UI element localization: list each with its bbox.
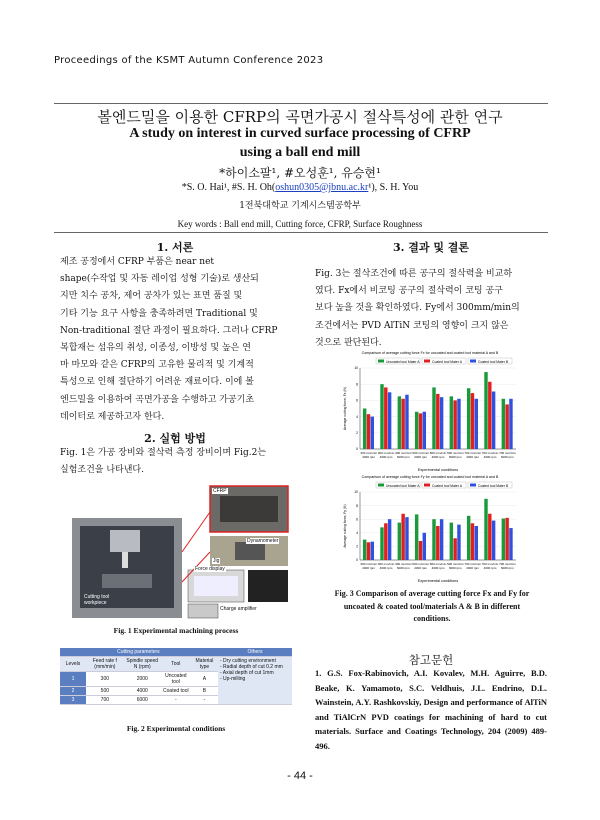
x-tick-label: 4000 rpm: [379, 455, 393, 459]
exp-paragraph: [60, 445, 292, 479]
bar-coated-a: [419, 413, 422, 449]
bar-uncoated-a: [380, 384, 383, 449]
bar-coated-a: [401, 514, 404, 560]
fig1-label-cfrp: CFRP: [213, 488, 227, 494]
x-tick-label: 300 mm/min: [360, 451, 377, 455]
cell: 500: [86, 687, 124, 696]
x-tick-label: 4000 rpm: [431, 566, 445, 570]
bar-coated-b: [423, 533, 426, 560]
title-korean: 볼엔드밀을 이용한 CFRP의 곡면가공시 절삭특성에 관한 연구: [97, 108, 503, 126]
y-tick-label: 10: [354, 490, 358, 495]
x-tick-label: 6000 rpm: [448, 455, 462, 459]
x-tick-label: 2000 rpm: [362, 566, 376, 570]
x-tick-label: 500 mm/min: [447, 451, 464, 455]
cell: A: [191, 672, 218, 687]
x-tick-label: 300 mm/min: [360, 562, 377, 566]
legend-swatch: [470, 484, 476, 487]
x-tick-label: 500 mm/min: [412, 451, 429, 455]
bar-coated-b: [475, 526, 478, 560]
legend-label: Uncoated tool Mater A: [386, 359, 420, 364]
result-line: 였다. Fx에서 비코팅 공구의 절삭력이 코팅 공구: [315, 286, 503, 297]
intro-line: 데이터로 제공하고자 한다.: [60, 411, 165, 422]
fig1-label-dynamometer: Dynamometer: [247, 538, 279, 544]
bar-coated-a: [419, 541, 422, 560]
other-item: - Dry cutting environment: [220, 658, 276, 664]
x-tick-label: 700 mm/min: [464, 562, 481, 566]
x-tick-label: 300 mm/min: [377, 451, 395, 455]
bar-coated-b: [440, 519, 443, 560]
x-axis-label: Experimental conditions: [417, 579, 459, 583]
bar-coated-a: [505, 404, 508, 449]
bar-coated-b: [457, 525, 460, 560]
cell: B: [191, 687, 218, 696]
x-tick-label: 6000 rpm: [500, 566, 514, 570]
fig1-label-charge: Charge amplifier: [220, 606, 257, 612]
intro-line: 지만 치수 공차, 제어 공차가 있는 표면 품질 및: [60, 291, 243, 302]
th-material-type: Material type: [191, 657, 218, 672]
proceedings-header: Proceedings of the KSMT Autumn Conference 2023: [54, 55, 324, 66]
x-tick-label: 2000 rpm: [362, 455, 376, 459]
fig3-caption-line: Fig. 3 Comparison of average cutting force Fx and Fy for: [334, 589, 530, 598]
bar-uncoated-a: [502, 519, 505, 560]
bar-uncoated-a: [398, 396, 401, 449]
bar-uncoated-a: [432, 519, 435, 560]
bar-coated-a: [488, 382, 491, 449]
cell: -: [191, 696, 218, 705]
affiliation: 1전북대학교 기계시스템공학부: [239, 201, 361, 211]
x-tick-label: 2000 rpm: [414, 566, 428, 570]
cell: Uncoated tool: [161, 672, 191, 687]
intro-line: 특성으로 인해 절단하기 어려운 재료이다. 이에 볼: [60, 377, 254, 388]
bar-coated-a: [384, 387, 387, 449]
bar-coated-b: [405, 517, 408, 560]
legend-swatch: [378, 484, 384, 487]
th-spindle-speed: Spindle speed N (rpm): [124, 657, 161, 672]
bar-coated-b: [371, 417, 374, 449]
cell: 2000: [124, 672, 161, 687]
page-number: - 44 -: [287, 770, 313, 782]
intro-line: Non-traditional 절단 과정이 필요하다. 그러나 CFRP: [60, 325, 278, 336]
y-tick-label: 8: [356, 503, 358, 508]
exp-heading: 2. 실험 방법: [144, 432, 206, 445]
legend-label: Uncoated tool Mater A: [386, 483, 420, 488]
intro-line: shape(수작업 및 자동 레이업 성형 기술)로 생산되: [60, 274, 259, 285]
chart-title: Comparison of average cutting force Fy for uncoated and coated tool material A and B: [361, 475, 499, 479]
reference-1: 1. G.S. Fox-Rabinovich, A.I. Kovalev, M.H. Aguirre, B.D. Beake, K. Yamamoto, S.C. Veldhuis, J.L. Endrino, D.L. Wainstein, A.Y. Rashkovskiy, Design and performance of AlTiN and TiAlCrN PVD coatings for machining of hard to cut materials. Surface and Coatings Technology, 204 (2009) 489-496.: [315, 668, 547, 751]
result-heading: 3. 결과 및 결론: [392, 241, 470, 254]
bar-coated-b: [492, 391, 495, 449]
result-line: 조건에서는 PVD AlTiN 코팅의 영향이 크지 않은: [315, 320, 509, 331]
fig1-label-jig: Jig: [213, 558, 220, 564]
bar-uncoated-a: [432, 387, 435, 449]
fig2-caption: Fig. 2 Experimental conditions: [126, 724, 226, 733]
x-tick-label: 6000 rpm: [396, 566, 410, 570]
x-tick-label: 2000 rpm: [414, 455, 428, 459]
fig1-caption: Fig. 1 Experimental machining process: [113, 626, 239, 635]
bar-coated-b: [509, 528, 512, 560]
fy-chart: [340, 472, 520, 584]
charge-amplifier-photo: [188, 604, 218, 618]
bar-coated-a: [488, 514, 491, 560]
exp-line: 실험조건을 나타낸다.: [60, 465, 144, 476]
y-tick-label: 0: [356, 558, 358, 563]
header-rule: [54, 103, 548, 104]
bar-coated-a: [401, 399, 404, 449]
title-english-line2: using a ball end mill: [239, 145, 361, 160]
y-tick-label: 2: [356, 431, 358, 435]
legend-swatch: [378, 360, 384, 363]
x-tick-label: 500 mm/min: [447, 562, 464, 566]
intro-line: 제조 공정에서 CFRP 부품은 near net: [60, 257, 215, 267]
th-levels: Levels: [60, 657, 86, 672]
intro-paragraph: [60, 254, 292, 426]
cell: -: [161, 696, 191, 705]
machine-table: [102, 574, 152, 588]
bar-uncoated-a: [484, 372, 487, 449]
x-tick-label: 700 mm/min: [499, 451, 516, 455]
conditions-table: [60, 648, 292, 705]
bar-uncoated-a: [467, 516, 470, 560]
title-english-line1: A study on interest in curved surface processing of CFRP: [129, 126, 471, 141]
bar-uncoated-a: [467, 388, 470, 449]
x-tick-label: 6000 rpm: [448, 566, 462, 570]
y-tick-label: 4: [356, 531, 358, 535]
bar-uncoated-a: [363, 409, 366, 450]
intro-line: 엔드밀을 이용하여 곡면가공을 수행하고 가공기초: [60, 394, 255, 405]
ref-heading: 참고문헌: [408, 653, 454, 667]
other-item: - Radial depth of cut 0.2 mm: [220, 664, 283, 670]
bar-uncoated-a: [502, 399, 505, 449]
fig1-label-force-display: Force display: [195, 566, 225, 572]
bar-coated-b: [388, 519, 391, 560]
authors-english: [0, 182, 600, 193]
x-tick-label: 2000 rpm: [466, 455, 480, 459]
th-feed-rate: Feed rate f (mm/min): [86, 657, 124, 672]
x-tick-label: 700 mm/min: [499, 562, 516, 566]
bar-coated-b: [405, 395, 408, 449]
fig3-caption: [312, 588, 552, 626]
cfrp-workpiece: [220, 496, 278, 522]
bar-coated-b: [371, 542, 374, 560]
result-line: 것으로 판단된다.: [315, 337, 382, 348]
legend-label: Coated tool Mater B: [478, 359, 509, 364]
conditions-table-wrap: [60, 648, 292, 705]
x-tick-label: 300 mm/min: [377, 562, 395, 566]
fig1-image: [70, 482, 290, 620]
cell: 1: [60, 672, 86, 687]
bar-coated-a: [367, 414, 370, 449]
keywords: Key words : Ball end mill, Cutting force, CFRP, Surface Roughness: [177, 219, 423, 229]
bar-coated-a: [436, 526, 439, 560]
intro-line: 복합재는 섬유의 취성, 이종성, 이방성 및 높은 연: [60, 343, 251, 354]
bar-coated-b: [509, 399, 512, 449]
x-tick-label: 6000 rpm: [396, 455, 410, 459]
bar-uncoated-a: [415, 412, 418, 449]
bar-coated-a: [505, 518, 508, 560]
legend-label: Coated tool Mater A: [432, 483, 462, 488]
x-tick-label: 6000 rpm: [500, 455, 514, 459]
x-tick-label: 4000 rpm: [431, 455, 445, 459]
cell: 2: [60, 687, 86, 696]
legend-swatch: [424, 484, 430, 487]
x-tick-label: 700 mm/min: [481, 562, 499, 566]
bar-uncoated-a: [380, 527, 383, 560]
cell: 6000: [124, 696, 161, 705]
bar-coated-b: [440, 397, 443, 449]
y-tick-label: 6: [356, 398, 358, 403]
x-tick-label: 4000 rpm: [483, 455, 497, 459]
fig1-label-cutting-tool: Cutting tool workpiece: [84, 594, 110, 606]
fig3-caption-line: conditions.: [413, 614, 451, 623]
fx-chart: [340, 348, 520, 473]
cell: 300: [86, 672, 124, 687]
x-tick-label: 4000 rpm: [483, 566, 497, 570]
legend-label: Coated tool Mater A: [432, 359, 462, 364]
bar-coated-b: [457, 399, 460, 449]
bar-coated-b: [475, 399, 478, 449]
bar-coated-a: [384, 523, 387, 560]
author-email-link[interactable]: oshun0305@jbnu.ac.kr: [275, 182, 369, 193]
x-tick-label: 300 mm/min: [395, 562, 412, 566]
intro-line: 마 마모와 같은 CFRP의 고유한 물리적 및 기계적: [60, 360, 254, 371]
result-line: 보다 높을 것을 확인하였다. Fy에서 300mm/min의: [315, 303, 520, 314]
legend-label: Coated tool Mater B: [478, 483, 509, 488]
x-tick-label: 500 mm/min: [429, 562, 447, 566]
bar-uncoated-a: [398, 523, 401, 560]
y-axis-label: Average cutting force, Fy (N): [343, 504, 347, 548]
y-tick-label: 4: [356, 414, 358, 419]
bar-uncoated-a: [450, 523, 453, 560]
fig3-caption-line: uncoated & coated tool/materials A & B in different: [343, 601, 521, 611]
bar-coated-b: [388, 392, 391, 449]
bar-coated-a: [471, 523, 474, 560]
dynamometer-block: [235, 542, 265, 560]
bar-uncoated-a: [484, 499, 487, 560]
y-axis-label: Average cutting force, Fx (N): [343, 386, 347, 431]
bar-uncoated-a: [415, 514, 418, 560]
bar-coated-b: [492, 521, 495, 560]
others-cell: [218, 657, 292, 705]
legend-swatch: [424, 360, 430, 363]
fig1-label-ad: A/D converter: [250, 566, 281, 572]
x-tick-label: 2000 rpm: [466, 566, 480, 570]
y-tick-label: 6: [356, 517, 358, 522]
x-axis-label: Experimental conditions: [417, 468, 459, 472]
legend-swatch: [470, 360, 476, 363]
x-tick-label: 4000 rpm: [379, 566, 393, 570]
ad-converter-photo: [248, 570, 288, 602]
y-tick-label: 2: [356, 544, 358, 549]
intro-line: 기타 기능 요구 사항을 충족하려면 Traditional 및: [60, 308, 258, 319]
bar-coated-a: [453, 400, 456, 449]
bar-coated-a: [471, 393, 474, 449]
bar-coated-a: [436, 394, 439, 449]
y-tick-label: 0: [356, 447, 358, 452]
cell: 4000: [124, 687, 161, 696]
authors-english-prefix: *S. O. Hai¹, #S. H. Oh(: [181, 182, 276, 193]
bar-uncoated-a: [450, 396, 453, 449]
result-line: Fig. 3는 절삭조건에 따른 공구의 절삭력을 비교하: [315, 269, 513, 279]
th-tool: Tool: [161, 657, 191, 672]
x-tick-label: 500 mm/min: [429, 451, 447, 455]
cell: 700: [86, 696, 124, 705]
chart-title: Comparison of average cutting force Fx for uncoated and coated tool material A and B: [361, 351, 499, 355]
keywords-rule: [54, 232, 548, 233]
spindle-head: [110, 530, 140, 552]
cell: 3: [60, 696, 86, 705]
group-cutting-parameters: Cutting parameters: [86, 648, 191, 657]
force-display-screen: [194, 576, 238, 596]
other-item: - Up-milling: [220, 676, 246, 682]
y-tick-label: 10: [354, 366, 358, 371]
exp-line: Fig. 1은 가공 장비와 절삭력 측정 장비이며 Fig.2는: [60, 448, 267, 458]
x-tick-label: 700 mm/min: [464, 451, 481, 455]
bar-coated-a: [367, 542, 370, 560]
authors-korean: *하이소팔¹, #오성훈¹, 유승현¹: [219, 166, 381, 180]
x-tick-label: 300 mm/min: [395, 451, 412, 455]
bar-coated-a: [453, 538, 456, 560]
cell: Coated tool: [161, 687, 191, 696]
bar-uncoated-a: [363, 540, 366, 560]
other-item: - Axial depth of cut 1mm: [220, 670, 274, 676]
x-tick-label: 500 mm/min: [412, 562, 429, 566]
group-others: Others: [218, 648, 292, 657]
bar-coated-b: [423, 412, 426, 449]
result-paragraph: [315, 266, 547, 352]
cutting-tool-shape: [122, 552, 128, 568]
y-tick-label: 8: [356, 382, 358, 387]
intro-heading: 1. 서론: [156, 241, 194, 254]
x-tick-label: 700 mm/min: [481, 451, 499, 455]
authors-english-suffix: ¹), S. H. You: [368, 182, 419, 193]
